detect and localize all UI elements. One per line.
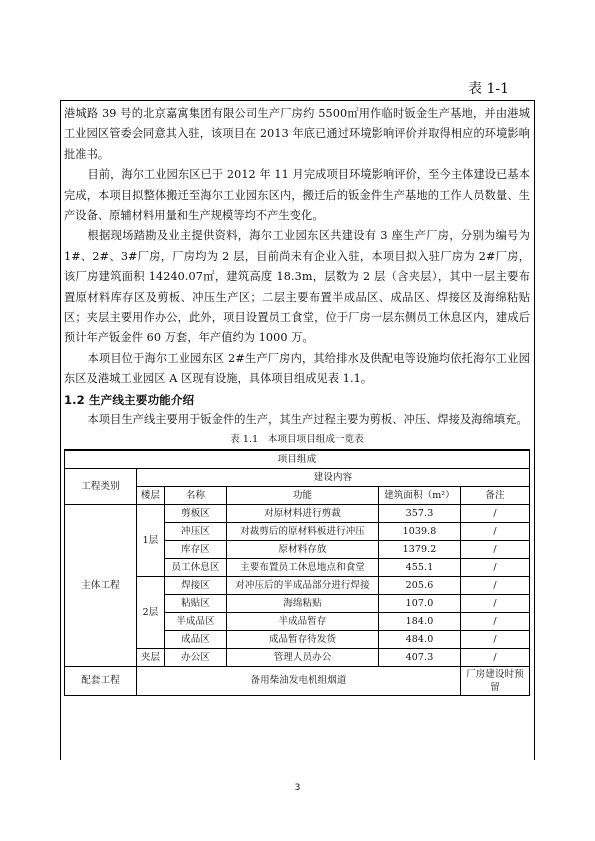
- paragraph-2: 目前，海尔工业园东区已于 2012 年 11 月完成项目环境影响评价，至今主体建设已基本完成，本项目拟整体搬迁至海尔工业园东区内，搬迁后的钣金件生产基地的工作人员数量、生产设备、原辅材料用量和生产规模等均不产生变化。: [64, 168, 530, 223]
- floor-cell: 2层: [137, 576, 165, 648]
- note-cell: /: [461, 540, 530, 558]
- area-cell: 484.0: [379, 630, 461, 648]
- project-composition-table: [64, 449, 530, 696]
- main-category: 主体工程: [65, 504, 137, 666]
- header-group: 项目组成: [65, 450, 530, 469]
- col-name: 名称: [165, 486, 227, 504]
- note-cell: /: [461, 576, 530, 594]
- header-category: 工程类别: [65, 468, 137, 504]
- area-cell: 455.1: [379, 558, 461, 576]
- function-cell: 管理人员办公: [227, 648, 379, 666]
- note-cell: /: [461, 504, 530, 522]
- aux-category: 配套工程: [65, 666, 137, 695]
- name-cell: 半成品区: [165, 612, 227, 630]
- function-cell: 海绵粘贴: [227, 594, 379, 612]
- name-cell: 焊接区: [165, 576, 227, 594]
- name-cell: 员工休息区: [165, 558, 227, 576]
- table-row: [65, 504, 530, 522]
- area-cell: 205.6: [379, 576, 461, 594]
- table-caption: 表 1.1 本项目项目组成一览表: [230, 433, 364, 445]
- function-cell: 对原材料进行剪裁: [227, 504, 379, 522]
- name-cell: 粘贴区: [165, 594, 227, 612]
- function-cell: 原材料存放: [227, 540, 379, 558]
- function-cell: 半成品暂存: [227, 612, 379, 630]
- area-cell: 107.0: [379, 594, 461, 612]
- page-number: 3: [294, 783, 301, 793]
- note-cell: /: [461, 522, 530, 540]
- area-cell: 1379.2: [379, 540, 461, 558]
- function-cell: 对裁剪后的原材料板进行冲压: [227, 522, 379, 540]
- note-cell: /: [461, 612, 530, 630]
- col-note: 备注: [461, 486, 530, 504]
- section-paragraph: 本项目生产线主要用于钣金件的生产，其生产过程主要为剪板、冲压、焊接及海绵填充。: [87, 413, 528, 427]
- paragraph-3: 根据现场踏勘及业主提供资料，海尔工业园东区共建设有 3 座生产厂房，分别为编号为 1#、2#、3#厂房，厂房均为 2 层，目前尚未有企业入驻，本项目拟入驻厂房为 2#厂房，该厂房建筑面积 14240.07㎡，建筑高度 18.3m，层数为 2 层（含夹层），其中一层主要布置原材料库存区及剪板、冲压生产区；二层主要布置半成品区、成品区、焊接区及海绵粘贴区；夹层主要用作办公，此外，项目设置员工食堂，位于厂房一层东侧员工休息区内，建成后预计年产钣金件 60 万套，年产值约为 1000 万。: [64, 229, 530, 345]
- document-body: [64, 104, 530, 696]
- floor-cell: 夹层: [137, 648, 165, 666]
- note-cell: /: [461, 558, 530, 576]
- note-cell: /: [461, 594, 530, 612]
- header-build: 建设内容: [137, 468, 530, 486]
- name-cell: 办公区: [165, 648, 227, 666]
- section-heading: 1.2 生产线主要功能介绍: [64, 392, 195, 407]
- name-cell: 成品区: [165, 630, 227, 648]
- paragraph-1: 港城路 39 号的北京嘉寓集团有限公司生产厂房约 5500㎡用作临时钣金生产基地，并由港城工业园区管委会同意其入驻，该项目在 2013 年底已通过环境影响评价并取得相应的环境影响批准书。: [64, 107, 530, 161]
- col-floor: 楼层: [137, 486, 165, 504]
- name-cell: 冲压区: [165, 522, 227, 540]
- aux-content: 备用柴油发电机组烟道: [137, 666, 461, 695]
- name-cell: 剪板区: [165, 504, 227, 522]
- form-label: 表 1-1: [468, 81, 509, 97]
- area-cell: 184.0: [379, 612, 461, 630]
- note-cell: /: [461, 648, 530, 666]
- area-cell: 1039.8: [379, 522, 461, 540]
- area-cell: 407.3: [379, 648, 461, 666]
- function-cell: 对冲压后的半成品部分进行焊接: [227, 576, 379, 594]
- name-cell: 库存区: [165, 540, 227, 558]
- function-cell: 主要布置员工休息地点和食堂: [227, 558, 379, 576]
- area-cell: 357.3: [379, 504, 461, 522]
- col-function: 功能: [227, 486, 379, 504]
- aux-note: 厂房建设时预留: [461, 666, 530, 695]
- note-cell: /: [461, 630, 530, 648]
- col-area: 建筑面积（m²）: [379, 486, 461, 504]
- table-row: [65, 666, 530, 695]
- paragraph-4: 本项目位于海尔工业园东区 2#生产厂房内，其给排水及供配电等设施均依托海尔工业园东区及港城工业园区 A 区现有设施，具体项目组成见表 1.1。: [64, 351, 530, 386]
- function-cell: 成品暂存待发货: [227, 630, 379, 648]
- floor-cell: 1层: [137, 504, 165, 576]
